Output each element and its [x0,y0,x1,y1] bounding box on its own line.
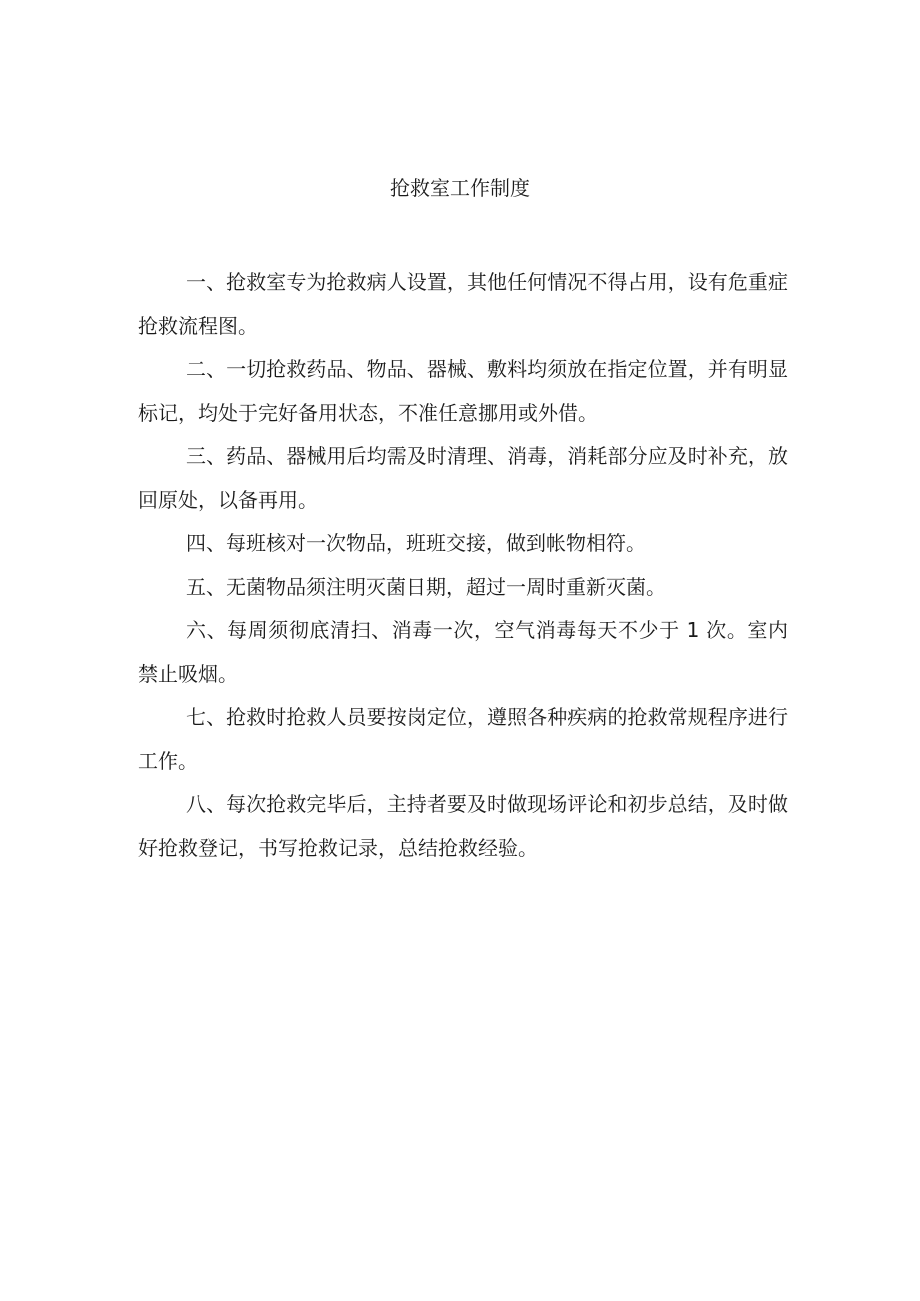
clause-8: 八、每次抢救完毕后，主持者要及时做现场评论和初步总结，及时做好抢救登记，书写抢救记录，总结抢救经验。 [138,792,788,860]
clause-7: 七、抢救时抢救人员要按岗定位，遵照各种疾病的抢救常规程序进行工作。 [138,705,788,773]
clause-1: 一、抢救室专为抢救病人设置，其他任何情况不得占用，设有危重症抢救流程图。 [138,270,788,338]
document-body [138,261,788,870]
clause-3: 三、药品、器械用后均需及时清理、消毒，消耗部分应及时补充，放回原处，以备再用。 [138,444,788,512]
document-title: 抢救室工作制度 [390,176,530,200]
clause-5: 五、无菌物品须注明灭菌日期，超过一周时重新灭菌。 [186,574,666,599]
clause-2: 二、一切抢救药品、物品、器械、敷料均须放在指定位置，并有明显标记，均处于完好备用状态，不准任意挪用或外借。 [138,357,788,425]
clause-6: 六、每周须彻底清扫、消毒一次，空气消毒每天不少于 1 次。室内禁止吸烟。 [138,618,788,686]
clause-4: 四、每班核对一次物品，班班交接，做到帐物相符。 [186,531,646,555]
